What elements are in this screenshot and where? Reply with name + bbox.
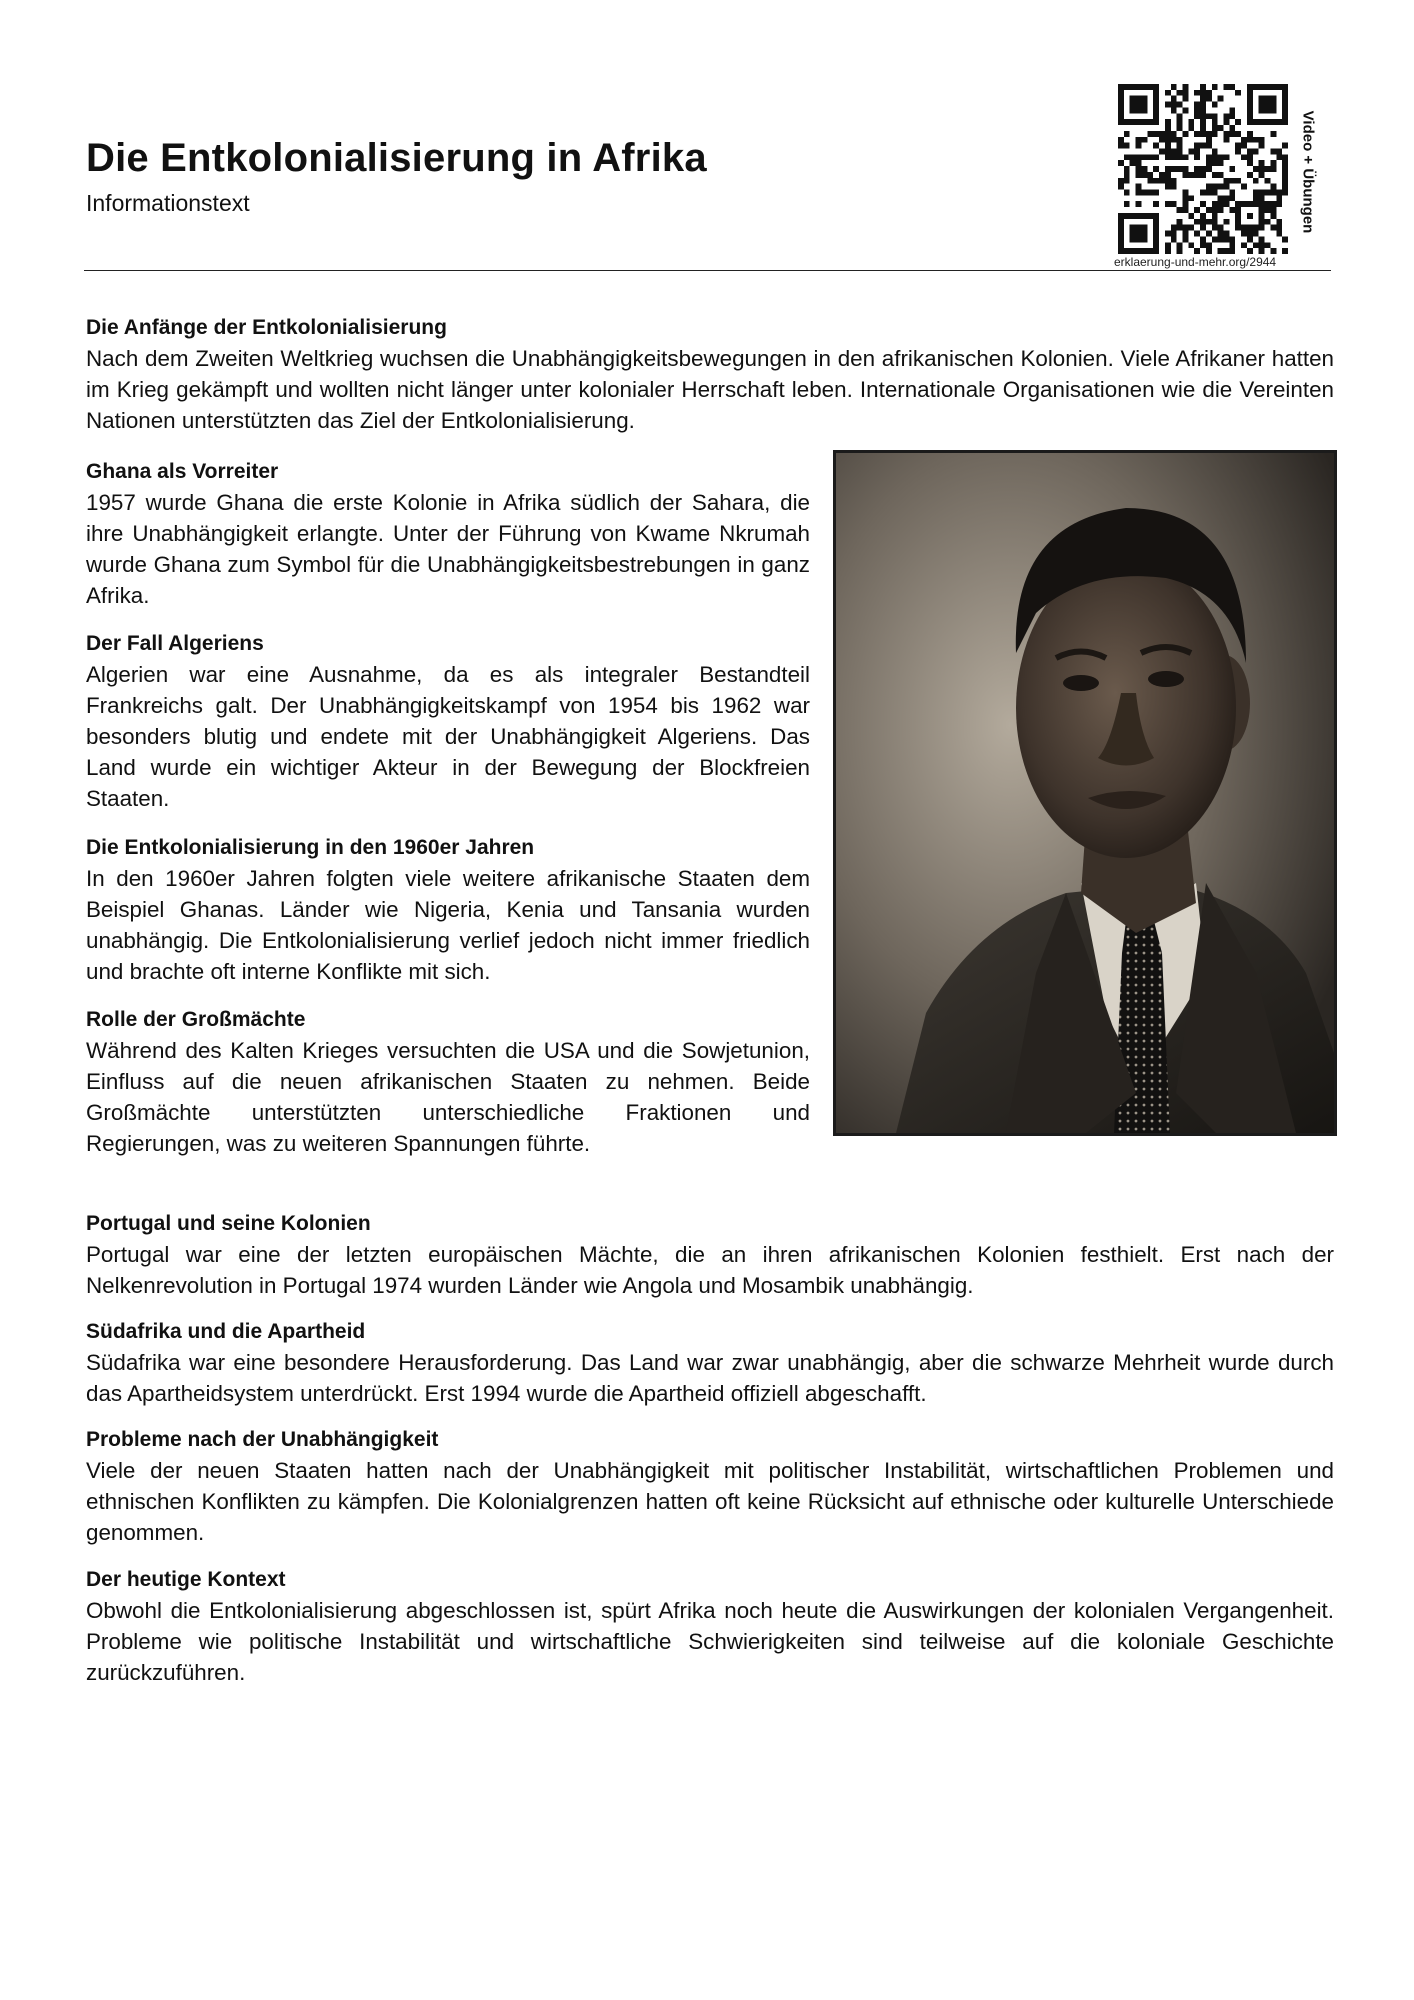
section-text: Algerien war eine Ausnahme, da es als integraler Bestandteil Frankreichs galt. Der Unabhängigkeitskampf von 1954 bis 1962 war besonders blutig und endete mit der Unabhängigkeit Algeriens. Das Land wurde ein wichtiger Akteur in der Bewegung der Blockfreien Staaten. [86, 662, 810, 811]
section-today [86, 1564, 1334, 1688]
section-text: Nach dem Zweiten Weltkrieg wuchsen die Unabhängigkeitsbewegungen in den afrikanischen Kolonien. Viele Afrikaner hatten im Krieg gekämpft und wollten nicht länger unter kolonialer Herrschaft leben. Internationale Organisationen wie die Vereinten Nationen unterstützten das Ziel der Entkolonialisierung. [86, 346, 1334, 433]
section-portugal [86, 1208, 1334, 1301]
section-heading: Die Entkolonialisierung in den 1960er Jahren [86, 836, 535, 859]
section-superpowers [86, 1004, 810, 1159]
section-heading: Die Anfänge der Entkolonialisierung [86, 316, 447, 339]
section-text: Südafrika war eine besondere Herausforderung. Das Land war zwar unabhängig, aber die schwarze Mehrheit wurde durch das Apartheidsystem unterdrückt. Erst 1994 wurde die Apartheid offiziell abgeschafft. [86, 1350, 1334, 1406]
section-text: 1957 wurde Ghana die erste Kolonie in Afrika südlich der Sahara, die ihre Unabhängigkeit erlangte. Unter der Führung von Kwame Nkrumah wurde Ghana zum Symbol für die Unabhängigkeitsbestrebungen in ganz Afrika. [86, 490, 810, 608]
section-heading: Portugal und seine Kolonien [86, 1212, 371, 1235]
section-heading: Rolle der Großmächte [86, 1008, 306, 1031]
section-ghana [86, 456, 810, 611]
section-heading: Der Fall Algeriens [86, 632, 264, 655]
page-title: Die Entkolonialisierung in Afrika [86, 136, 707, 180]
qr-url[interactable]: erklaerung-und-mehr.org/2944 [1114, 255, 1277, 269]
section-heading: Südafrika und die Apartheid [86, 1320, 366, 1343]
section-problems [86, 1424, 1334, 1548]
section-south-africa [86, 1316, 1334, 1409]
qr-label: Video + Übungen [1299, 110, 1317, 234]
section-text: Während des Kalten Krieges versuchten die USA und die Sowjetunion, Einfluss auf die neuen afrikanischen Staaten zu nehmen. Beide Großmächte unterstützten unterschiedliche Fraktionen und Regierungen, was zu weiteren Spannungen führte. [86, 1038, 810, 1156]
page-subtitle: Informationstext [86, 190, 250, 216]
section-text: Obwohl die Entkolonialisierung abgeschlossen ist, spürt Afrika noch heute die Auswirkungen der kolonialen Vergangenheit. Probleme wie politische Instabilität und wirtschaftliche Schwierigkeiten sind teilweise auf die koloniale Geschichte zurückzuführen. [86, 1598, 1334, 1685]
section-heading: Probleme nach der Unabhängigkeit [86, 1428, 439, 1451]
section-beginnings [86, 312, 1334, 436]
section-heading: Ghana als Vorreiter [86, 460, 279, 483]
section-algeria [86, 628, 810, 814]
section-1960s [86, 832, 810, 987]
portrait-photo [833, 450, 1337, 1136]
header-divider [84, 270, 1331, 271]
section-text: Viele der neuen Staaten hatten nach der Unabhängigkeit mit politischer Instabilität, wirtschaftlichen Problemen und ethnischen Konflikten zu kämpfen. Die Kolonialgrenzen hatten oft keine Rücksicht auf ethnische oder kulturelle Unterschiede genommen. [86, 1458, 1334, 1545]
section-text: In den 1960er Jahren folgten viele weitere afrikanische Staaten dem Beispiel Ghanas. Länder wie Nigeria, Kenia und Tansania wurden unabhängig. Die Entkolonialisierung verlief jedoch nicht immer friedlich und brachte oft interne Konflikte mit sich. [86, 866, 810, 984]
section-text: Portugal war eine der letzten europäischen Mächte, die an ihren afrikanischen Kolonien festhielt. Erst nach der Nelkenrevolution in Portugal 1974 wurden Länder wie Angola und Mosambik unabhängig. [86, 1242, 1334, 1298]
qr-code[interactable] [1118, 84, 1288, 254]
section-heading: Der heutige Kontext [86, 1568, 286, 1591]
